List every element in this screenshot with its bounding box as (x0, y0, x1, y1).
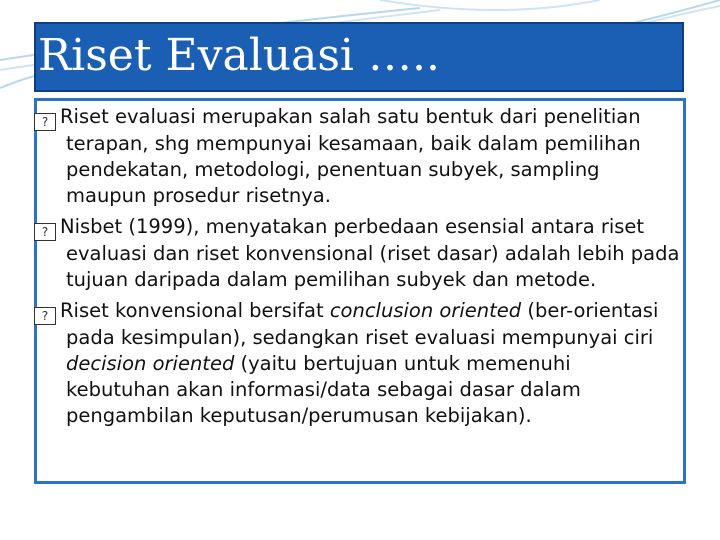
title-bar (34, 22, 684, 92)
bullet-text-part: (yaitu bertujuan untuk memenuhi kebutuhan akan informasi/data sebagai dasar dalam pengambilan keputusan/perumusan kebijakan). (66, 352, 581, 427)
slide-title: Riset Evaluasi ….. (38, 30, 440, 81)
missing-glyph-box-icon: ? (34, 113, 56, 131)
bullet-text: Riset evaluasi merupakan salah satu bentuk dari penelitian terapan, shg mempunyai kesamaan, baik dalam pemilihan pendekatan, metodologi, penentuan subyek, sampling maupun prosedur risetnya. (60, 105, 641, 207)
bullet-item (30, 298, 680, 429)
bullet-emphasis: decision oriented (66, 352, 235, 375)
missing-glyph-box-icon: ? (34, 223, 56, 241)
missing-glyph-box-icon: ? (34, 307, 56, 325)
bullet-text-part: Riset konvensional bersifat (60, 299, 330, 322)
bullet-list (30, 104, 680, 434)
bullet-text: Nisbet (1999), menyatakan perbedaan esensial antara riset evaluasi dan riset konvensional (riset dasar) adalah lebih pada tujuan daripada dalam pemilihan subyek dan metode. (60, 215, 680, 291)
bullet-emphasis: conclusion oriented (329, 299, 522, 322)
bullet-text-part: (ber-orientasi pada kesimpulan), sedangkan riset evaluasi mempunyai ciri (66, 299, 659, 349)
bullet-item (30, 214, 680, 293)
bullet-item (30, 104, 680, 209)
